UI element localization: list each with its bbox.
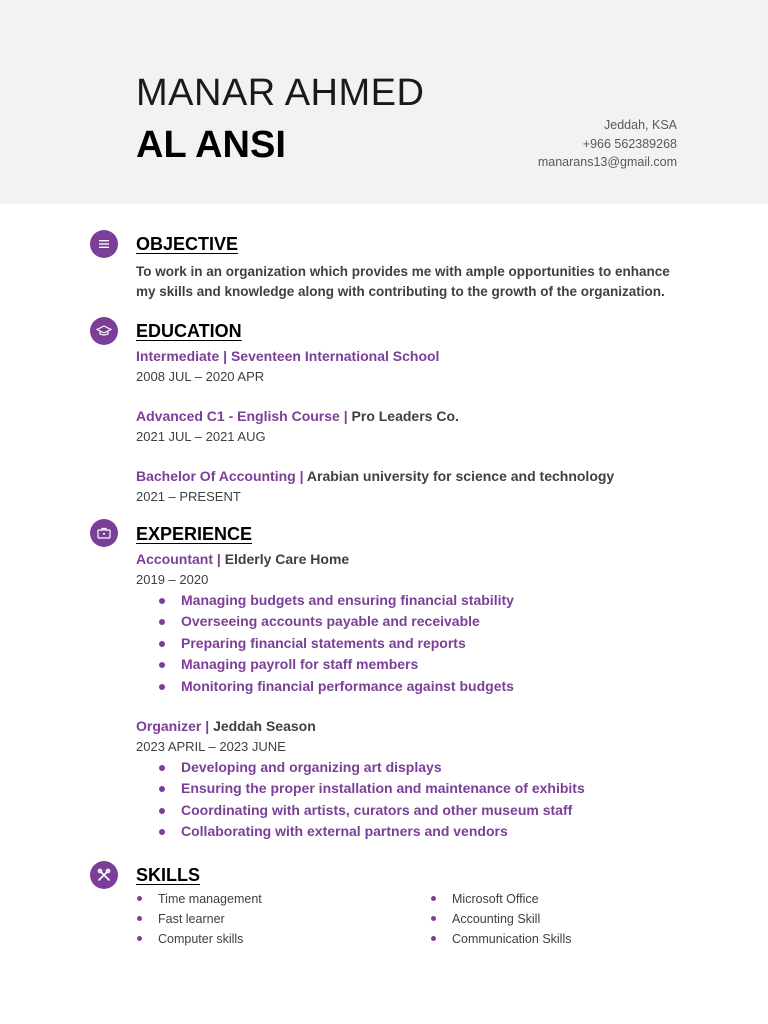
list-item <box>156 676 514 697</box>
separator: | <box>295 468 307 484</box>
header-band <box>0 0 768 204</box>
bullet-icon <box>137 896 142 901</box>
job-role: Organizer <box>136 718 202 734</box>
list-item <box>156 757 585 778</box>
education-institution: Seventeen International School <box>230 348 440 364</box>
bullet-icon <box>159 619 165 625</box>
skill-text: Time management <box>158 892 262 906</box>
job-duties-list <box>156 590 514 697</box>
education-entry-title <box>136 408 459 424</box>
skill-text: Accounting Skill <box>452 912 541 926</box>
bullet-icon <box>137 936 142 941</box>
list-item <box>156 821 585 842</box>
bullet-icon <box>137 916 142 921</box>
first-name: MANAR AHMED <box>136 72 425 114</box>
objective-text <box>136 262 676 301</box>
duty-text: Monitoring financial performance against budgets <box>181 677 514 694</box>
skill-text: Computer skills <box>158 932 244 946</box>
separator: | <box>343 408 352 424</box>
bullet-icon <box>159 641 165 647</box>
education-date: 2008 JUL – 2020 APR <box>136 369 265 384</box>
education-degree: Intermediate <box>136 348 220 364</box>
list-item <box>156 654 514 675</box>
education-degree: Bachelor Of Accounting <box>136 468 296 484</box>
duty-text: Preparing financial statements and reports <box>181 634 466 651</box>
separator: | <box>219 348 231 364</box>
location-text: Jeddah, KSA <box>604 118 677 132</box>
objective-line-1: To work in an organization which provides me with ample opportunities to enhance <box>136 264 670 279</box>
job-organization: Elderly Care Home <box>224 551 350 567</box>
separator: | <box>201 718 214 734</box>
briefcase-icon <box>90 519 118 547</box>
contact-info <box>538 116 677 172</box>
experience-title: EXPERIENCE <box>136 524 253 544</box>
job-role: Accountant <box>136 551 213 567</box>
tools-icon <box>90 861 118 889</box>
job-title <box>136 718 316 734</box>
education-title: EDUCATION <box>136 321 242 341</box>
list-item <box>156 633 514 654</box>
list-item <box>156 778 585 799</box>
email-text: manarans13@gmail.com <box>537 155 677 169</box>
job-organization: Jeddah Season <box>213 718 316 734</box>
skills-title: SKILLS <box>136 865 201 885</box>
education-degree: Advanced C1 - English Course <box>136 408 344 424</box>
education-entry-title <box>136 348 439 364</box>
duty-text: Managing budgets and ensuring financial stability <box>181 592 514 608</box>
education-institution: Pro Leaders Co. <box>351 408 459 424</box>
skill-text: Fast learner <box>158 912 225 926</box>
bullet-icon <box>159 786 165 792</box>
list-item <box>430 889 571 909</box>
education-date: 2021 JUL – 2021 AUG <box>136 429 266 444</box>
objective-title: OBJECTIVE <box>136 234 239 254</box>
list-icon <box>90 230 118 258</box>
graduation-cap-icon <box>90 317 118 345</box>
last-name: AL ANSI <box>136 124 286 166</box>
separator: | <box>213 551 225 567</box>
job-date: 2019 – 2020 <box>136 572 209 587</box>
job-duties-list <box>156 757 585 843</box>
list-item <box>136 889 262 909</box>
bullet-icon <box>159 829 165 835</box>
skills-list-left <box>136 889 262 949</box>
list-item <box>136 929 262 949</box>
skill-text: Communication Skills <box>452 932 572 946</box>
bullet-icon <box>159 598 165 604</box>
duty-text: Overseeing accounts payable and receivable <box>181 613 480 630</box>
job-date: 2023 APRIL – 2023 JUNE <box>136 739 286 754</box>
list-item <box>156 611 514 632</box>
bullet-icon <box>159 662 165 668</box>
bullet-icon <box>431 896 436 901</box>
duty-text: Coordinating with artists, curators and other museum staff <box>181 801 573 818</box>
duty-text: Collaborating with external partners and vendors <box>181 823 508 840</box>
bullet-icon <box>159 808 165 814</box>
list-item <box>430 929 571 949</box>
phone-text: +966 562389268 <box>582 136 677 151</box>
objective-line-2: my skills and knowledge along with contributing to the growth of the organization. <box>136 283 665 299</box>
duty-text: Managing payroll for staff members <box>181 656 419 673</box>
bullet-icon <box>159 765 165 771</box>
education-entry-title <box>136 468 614 484</box>
list-item <box>136 909 262 929</box>
duty-text: Developing and organizing art displays <box>181 759 442 775</box>
list-item <box>156 590 514 611</box>
bullet-icon <box>159 684 165 690</box>
education-institution: Arabian university for science and technology <box>306 468 615 484</box>
education-date: 2021 – PRESENT <box>136 489 241 504</box>
list-item <box>156 800 585 821</box>
list-item <box>430 909 571 929</box>
skills-list-right <box>430 889 571 949</box>
job-title <box>136 551 349 567</box>
bullet-icon <box>431 916 436 921</box>
duty-text: Ensuring the proper installation and maintenance of exhibits <box>181 780 585 797</box>
bullet-icon <box>431 936 436 941</box>
skill-text: Microsoft Office <box>452 892 539 906</box>
